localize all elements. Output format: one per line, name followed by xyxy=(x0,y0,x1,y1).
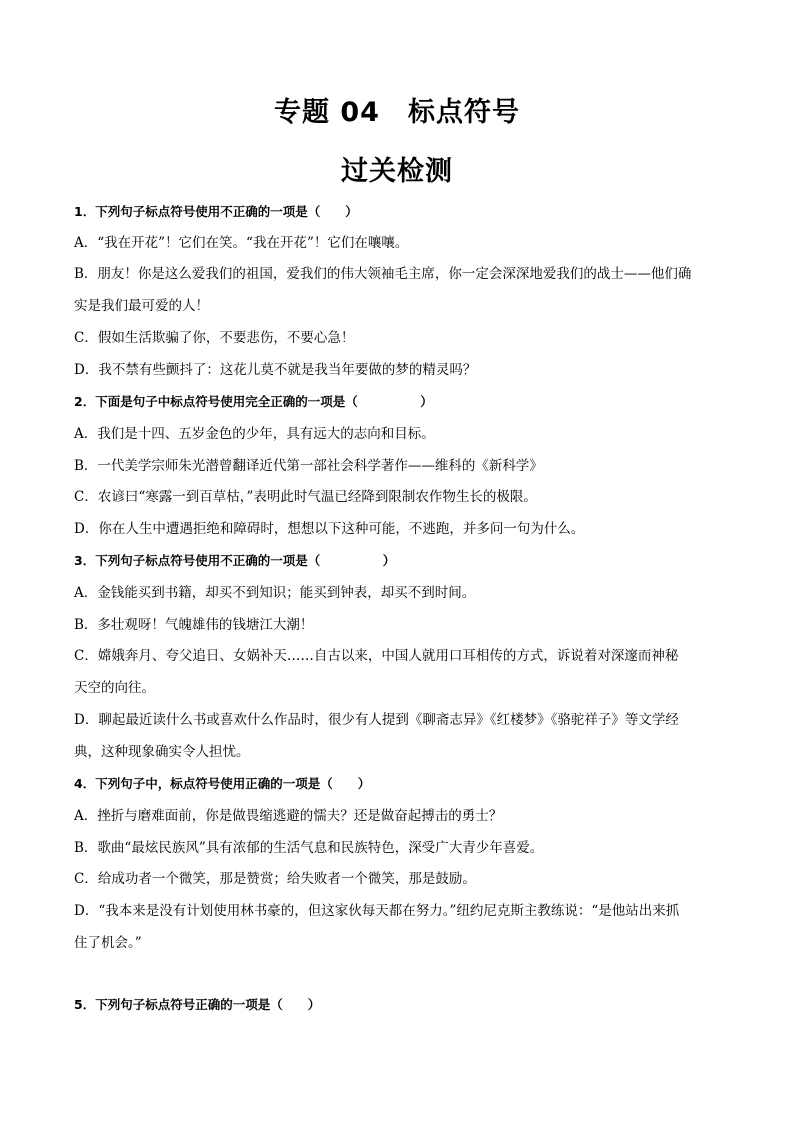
question-2-option-d: D．你在人生中遭遇拒绝和障碍时，想想以下这种可能，不逃跑，并多问一句为什么。 xyxy=(74,521,585,537)
question-4-option-b: B．歌曲“最炫民族风”具有浓郁的生活气息和民族特色，深受广大青少年喜爱。 xyxy=(74,840,544,856)
question-3-option-b: B．多壮观呀！气魄雄伟的钱塘江大潮！ xyxy=(74,617,314,633)
question-3-option-d-cont: 典，这种现象确实令人担忧。 xyxy=(74,744,250,760)
question-1-stem: 1．下列句子标点符号使用不正确的一项是（ ） xyxy=(74,204,358,219)
question-2-stem: 2．下面是句子中标点符号使用完全正确的一项是（ ） xyxy=(74,394,433,409)
question-3-stem: 3．下列句子标点符号使用不正确的一项是（ ） xyxy=(74,553,396,568)
question-1-option-c: C．假如生活欺骗了你，不要悲伤，不要心急！ xyxy=(74,330,355,346)
document-title: 专题 04 标点符号 xyxy=(274,97,520,128)
question-2-option-a: A．我们是十四、五岁金色的少年，具有远大的志向和目标。 xyxy=(74,426,435,442)
question-1-option-d: D．我不禁有些颤抖了：这花儿莫不就是我当年要做的梦的精灵吗？ xyxy=(74,362,477,378)
question-4-option-c: C．给成功者一个微笑，那是赞赏；给失败者一个微笑，那是鼓励。 xyxy=(74,871,476,887)
question-2-option-b: B．一代美学宗师朱光潜曾翻译近代第一部社会科学著作——维科的《新科学》 xyxy=(74,458,543,474)
question-3-option-c-cont: 天空的向往。 xyxy=(74,680,155,696)
question-4-stem: 4．下列句子中，标点符号使用正确的一项是（ ） xyxy=(74,776,371,791)
question-4-option-a: A．挫折与磨难面前，你是做畏缩逃避的懦夫？还是做奋起搏击的勇士？ xyxy=(74,808,503,824)
question-4-option-d-cont: 住了机会。” xyxy=(74,935,142,951)
question-3-option-c: C．嫦娥奔月、夸父追日、女娲补天……自古以来，中国人就用口耳相传的方式，诉说着对深邃而神秘 xyxy=(74,648,679,664)
question-1-option-b-cont: 实是我们最可爱的人！ xyxy=(74,298,209,314)
document-subtitle: 过关检测 xyxy=(341,156,453,187)
question-1-option-b: B．朋友！你是这么爱我们的祖国，爱我们的伟大领袖毛主席，你一定会深深地爱我们的战士——他们确 xyxy=(74,266,692,282)
question-2-option-c: C．农谚曰“寒露一到百草枯，”表明此时气温已经降到限制农作物生长的极限。 xyxy=(74,489,537,505)
question-1-option-a: A．“我在开花”！它们在笑。“我在开花”！它们在嚷嚷。 xyxy=(74,235,409,251)
question-3-option-d: D．聊起最近读什么书或喜欢什么作品时，很少有人提到《聊斋志异》《红楼梦》《骆驼祥子》等文学经 xyxy=(74,712,679,728)
question-4-option-d: D．“我本来是没有计划使用林书豪的，但这家伙每天都在努力。”纽约尼克斯主教练说：“是他站出来抓 xyxy=(74,903,680,919)
question-5-stem: 5．下列句子标点符号正确的一项是（ ） xyxy=(74,997,321,1012)
question-3-option-a: A．金钱能买到书籍，却买不到知识；能买到钟表，却买不到时间。 xyxy=(74,585,476,601)
